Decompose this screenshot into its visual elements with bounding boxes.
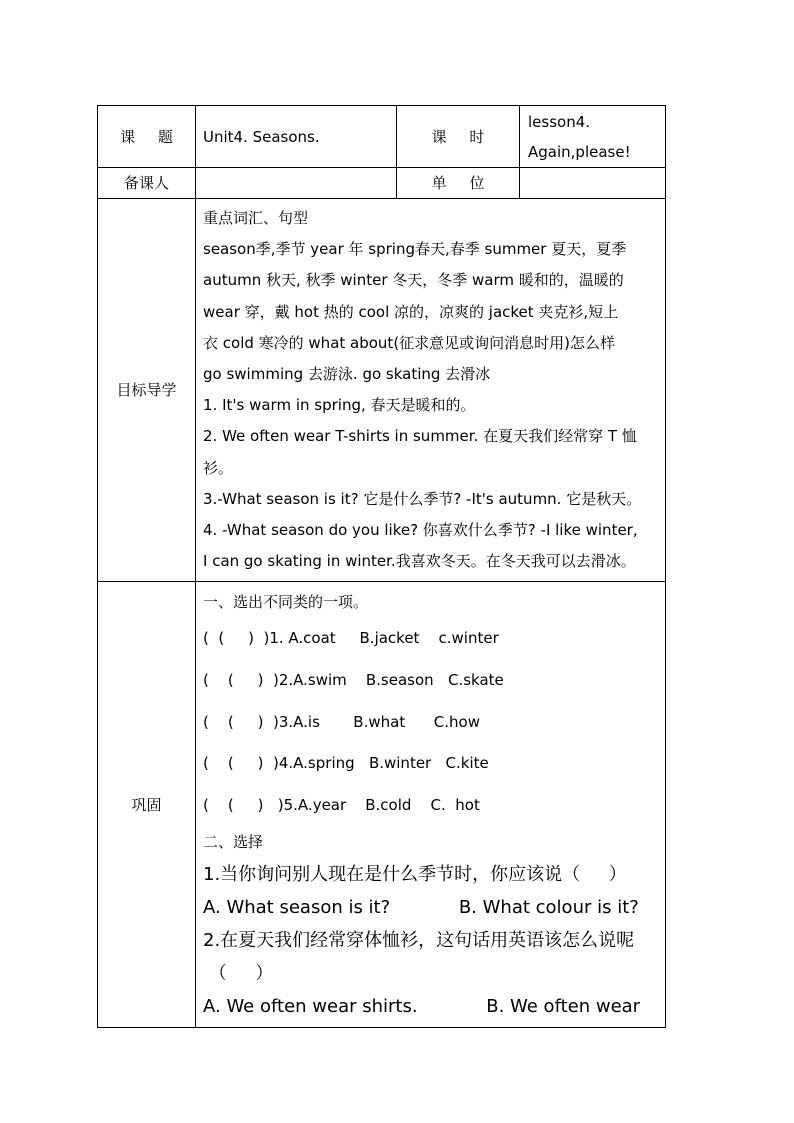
objectives-label: 目标导学: [98, 199, 196, 582]
objectives-line: 衣 cold 寒冷的 what about(征求意见或询问消息时用)怎么样: [203, 333, 616, 352]
objectives-row: [98, 199, 666, 582]
consolidation-label: 巩固: [98, 582, 196, 1028]
period-value-line2: Again,please!: [528, 142, 631, 161]
lesson-plan-table: [97, 105, 666, 1028]
question-2-options: A. We often wear shirts. B. We often wear: [203, 996, 641, 1018]
period-label: 课 时: [397, 106, 520, 168]
question-2-blank: （ ）: [203, 963, 274, 985]
question-2: 2.在夏天我们经常穿体恤衫，这句话用英语该怎么说呢: [203, 930, 635, 952]
objectives-line: 重点词汇、句型: [203, 209, 309, 227]
exercise-item: ( ( ) )3.A.is B.what C.how: [203, 712, 481, 731]
preparer-label: 备课人: [98, 168, 196, 199]
objectives-line: wear 穿，戴 hot 热的 cool 凉的，凉爽的 jacket 夹克衫,短上: [203, 302, 619, 321]
period-value-cell: [520, 106, 666, 168]
question-1: 1.当你询问别人现在是什么季节时，你应该说（ ）: [203, 864, 627, 886]
objectives-line: go swimming 去游泳. go skating 去滑冰: [203, 365, 491, 384]
exercise-item: ( ( ) )4.A.spring B.winter C.kite: [203, 754, 489, 773]
objectives-line: 4. -What season do you like? 你喜欢什么季节? -I like winter,: [203, 521, 638, 540]
section2-title: 二、选择: [203, 833, 264, 852]
question-1-options: A. What season is it? B. What colour is it?: [203, 897, 639, 919]
consolidation-content: [196, 582, 666, 1028]
exercise-item: ( ( ) )2.A.swim B.season C.skate: [203, 671, 504, 690]
preparer-value: [196, 168, 397, 199]
objectives-line: autumn 秋天, 秋季 winter 冬天，冬季 warm 暖和的，温暖的: [203, 271, 624, 290]
header-row-topic: [98, 106, 666, 168]
unit-label: 单 位: [397, 168, 520, 199]
objectives-content: [196, 199, 666, 582]
objectives-line: season季,季节 year 年 spring春天,春季 summer 夏天，夏季: [203, 240, 627, 259]
objectives-line: 2. We often wear T-shirts in summer. 在夏天我们经常穿 T 恤: [203, 427, 637, 446]
exercise-item: ( ( ) )5.A.year B.cold C. hot: [203, 795, 480, 814]
consolidation-row: [98, 582, 666, 1028]
header-row-preparer: [98, 168, 666, 199]
objectives-line: 衫。: [203, 458, 234, 477]
topic-value: Unit4. Seasons.: [196, 106, 397, 168]
objectives-line: I can go skating in winter.我喜欢冬天。在冬天我可以去滑冰。: [203, 552, 636, 571]
topic-label: 课 题: [98, 106, 196, 168]
section1-title: 一、选出不同类的一项。: [203, 593, 369, 612]
objectives-line: 3.-What season is it? 它是什么季节? -It's autumn. 它是秋天。: [203, 489, 642, 508]
objectives-line: 1. It's warm in spring, 春天是暖和的。: [203, 396, 476, 415]
period-value-line1: lesson4.: [528, 112, 591, 131]
unit-value: [520, 168, 666, 199]
exercise-item: ( ( ) )1. A.coat B.jacket c.winter: [203, 629, 499, 648]
